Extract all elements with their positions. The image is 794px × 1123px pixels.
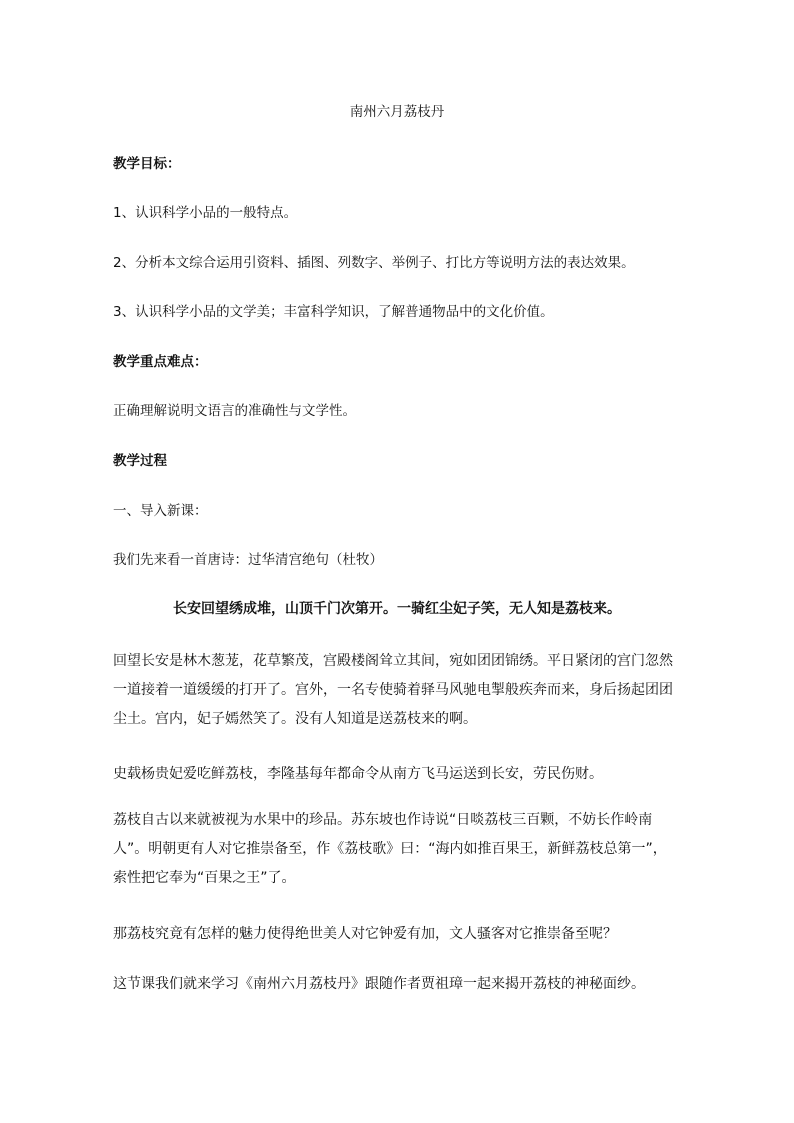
paragraph-4: 那荔枝究竟有怎样的魅力使得绝世美人对它钟爱有加，文人骚客对它推崇备至呢？ [113,926,617,942]
poem-intro: 我们先来看一首唐诗：过华清宫绝句（杜牧） [113,552,383,568]
paragraph-2: 史载杨贵妃爱吃鲜荔枝，李隆基每年都命令从南方飞马运送到长安，劳民伤财。 [113,766,603,782]
paragraph-3-line: 人”。明朝更有人对它推崇备至，作《荔枝歌》曰：“海内如推百果王，新鲜荔枝总第一”， [113,841,667,857]
poem-text: 长安回望绣成堆，山顶千门次第开。一骑红尘妃子笑，无人知是荔枝来。 [173,601,621,617]
goals-heading: 教学目标： [113,156,181,172]
goal-item-1: 1、认识科学小品的一般特点。 [113,205,298,221]
paragraph-1 [113,647,688,734]
goal-item-3: 3、认识科学小品的文学美；丰富科学知识，了解普通物品中的文化价值。 [113,304,554,320]
paragraph-1-line: 一道接着一道缓缓的打开了。宫外，一名专使骑着驿马风驰电掣般疾奔而来，身后扬起团团 [113,682,673,698]
paragraph-5: 这节课我们就来学习《南州六月荔枝丹》跟随作者贾祖璋一起来揭开荔枝的神秘面纱。 [113,976,645,992]
document-title: 南州六月荔枝丹 [349,104,445,120]
paragraph-3-line: 荔枝自古以来就被视为水果中的珍品。苏东坡也作诗说“日啖荔枝三百颗，不妨长作岭南 [113,812,653,828]
paragraph-3-line: 索性把它奉为“百果之王”了。 [113,870,296,886]
key-points-text: 正确理解说明文语言的准确性与文学性。 [113,403,356,419]
paragraph-1-line: 回望长安是林木葱茏，花草繁茂，宫殿楼阁耸立其间，宛如团团锦绣。平日紧闭的宫门忽然 [113,653,673,669]
step-1-heading: 一、导入新课： [113,503,208,519]
key-points-heading: 教学重点难点： [113,354,208,370]
goal-item-2: 2、分析本文综合运用引资料、插图、列数字、举例子、打比方等说明方法的表达效果。 [113,255,635,271]
paragraph-1-line: 尘土。宫内，妃子嫣然笑了。没有人知道是送荔枝来的啊。 [113,711,477,727]
paragraph-3 [113,806,688,893]
process-heading: 教学过程 [113,453,167,469]
